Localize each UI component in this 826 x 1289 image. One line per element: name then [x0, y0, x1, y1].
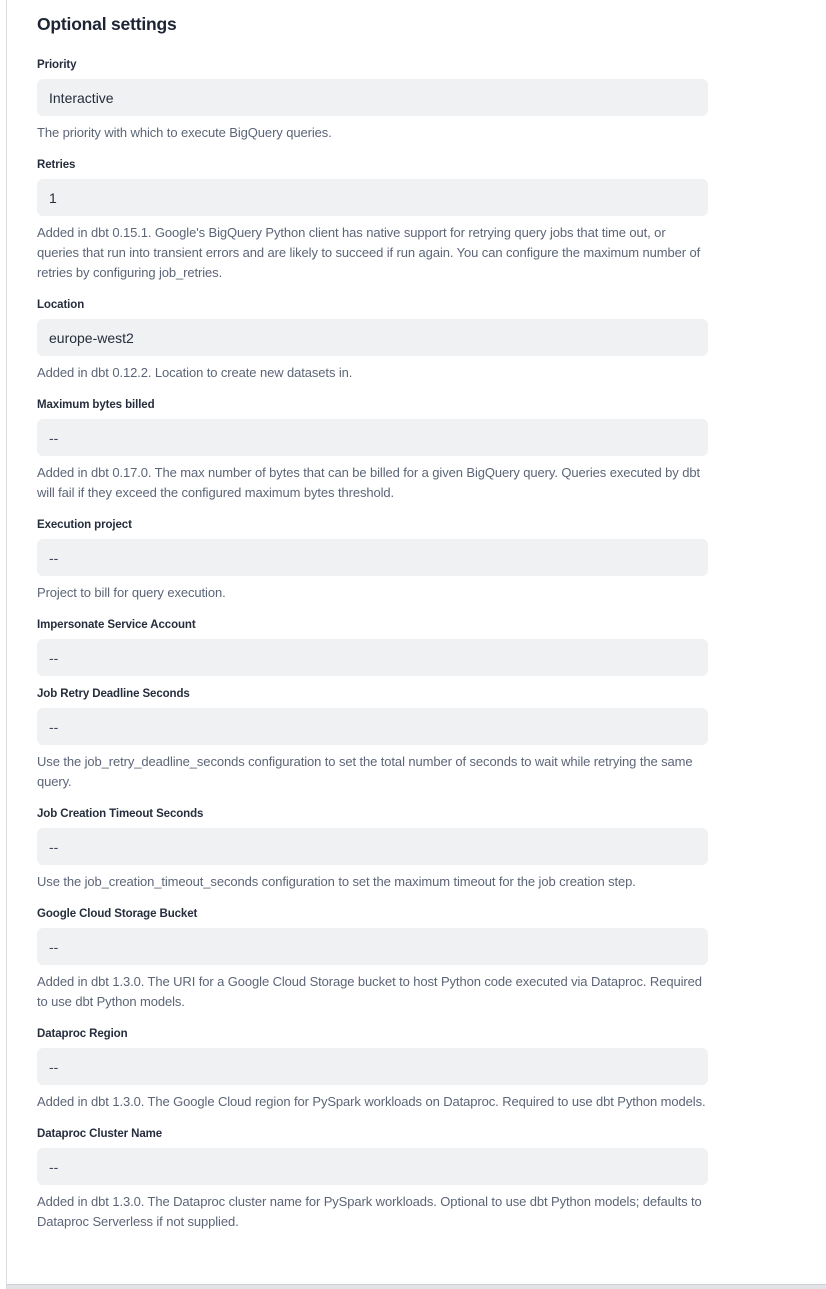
page-title: Optional settings — [37, 14, 177, 34]
field-group-retries — [37, 158, 708, 283]
field-input-job-retry-deadline-seconds[interactable] — [37, 708, 708, 745]
field-label-priority: Priority — [37, 59, 77, 71]
field-group-impersonate-service-account — [37, 618, 708, 676]
field-value-maximum-bytes-billed: -- — [49, 429, 59, 446]
field-input-job-creation-timeout-seconds[interactable] — [37, 828, 708, 865]
field-group-job-creation-timeout-seconds — [37, 807, 708, 892]
field-group-dataproc-region — [37, 1027, 708, 1112]
field-group-execution-project — [37, 518, 708, 603]
field-value-impersonate-service-account: -- — [49, 649, 59, 666]
field-input-impersonate-service-account[interactable] — [37, 639, 708, 676]
field-value-priority: Interactive — [49, 89, 114, 106]
field-input-dataproc-cluster-name[interactable] — [37, 1148, 708, 1185]
field-group-maximum-bytes-billed — [37, 398, 708, 503]
panel-left-border — [6, 0, 7, 1289]
field-value-location: europe-west2 — [49, 329, 134, 346]
field-group-location — [37, 298, 708, 383]
field-input-maximum-bytes-billed[interactable] — [37, 419, 708, 456]
field-help-job-creation-timeout-seconds: Use the job_creation_timeout_seconds configuration to set the maximum timeout for the job creation step. — [37, 874, 636, 889]
field-help-dataproc-region: Added in dbt 1.3.0. The Google Cloud region for PySpark workloads on Dataproc. Required to use dbt Python models. — [37, 1094, 706, 1109]
field-input-priority[interactable] — [37, 79, 708, 116]
field-label-location: Location — [37, 299, 85, 311]
field-help-google-cloud-storage-bucket: Added in dbt 1.3.0. The URI for a Google Cloud Storage bucket to host Python code executed via Dataproc. Required to use dbt Python models. — [37, 974, 702, 1009]
field-help-location: Added in dbt 0.12.2. Location to create new datasets in. — [37, 365, 353, 380]
field-input-google-cloud-storage-bucket[interactable] — [37, 928, 708, 965]
field-input-dataproc-region[interactable] — [37, 1048, 708, 1085]
field-label-maximum-bytes-billed: Maximum bytes billed — [37, 399, 155, 411]
field-value-execution-project: -- — [49, 549, 59, 566]
field-label-execution-project: Execution project — [37, 519, 132, 531]
field-help-job-retry-deadline-seconds: Use the job_retry_deadline_seconds configuration to set the total number of seconds to wait while retrying the same query. — [37, 754, 693, 789]
field-group-job-retry-deadline-seconds — [37, 687, 708, 792]
field-value-job-creation-timeout-seconds: -- — [49, 838, 59, 855]
field-label-job-creation-timeout-seconds: Job Creation Timeout Seconds — [37, 808, 204, 820]
field-help-retries: Added in dbt 0.15.1. Google's BigQuery Python client has native support for retrying query jobs that time out, or queries that run into transient errors and are likely to succeed if run again. You can configure the maximum number of retries by configuring job_retries. — [37, 225, 701, 280]
optional-settings-form — [37, 13, 708, 1247]
bottom-divider — [7, 1284, 826, 1289]
field-value-retries: 1 — [49, 189, 57, 206]
field-input-execution-project[interactable] — [37, 539, 708, 576]
field-label-impersonate-service-account: Impersonate Service Account — [37, 619, 196, 631]
field-value-dataproc-region: -- — [49, 1058, 59, 1075]
field-help-dataproc-cluster-name: Added in dbt 1.3.0. The Dataproc cluster name for PySpark workloads. Optional to use dbt Python models; defaults to Dataproc Serverless if not supplied. — [37, 1194, 702, 1229]
field-label-dataproc-cluster-name: Dataproc Cluster Name — [37, 1128, 163, 1140]
field-value-job-retry-deadline-seconds: -- — [49, 718, 59, 735]
field-label-job-retry-deadline-seconds: Job Retry Deadline Seconds — [37, 688, 190, 700]
field-group-priority — [37, 58, 708, 143]
field-value-google-cloud-storage-bucket: -- — [49, 938, 59, 955]
field-group-google-cloud-storage-bucket — [37, 907, 708, 1012]
field-help-priority: The priority with which to execute BigQuery queries. — [37, 125, 332, 140]
field-input-location[interactable] — [37, 319, 708, 356]
field-label-dataproc-region: Dataproc Region — [37, 1028, 128, 1040]
field-value-dataproc-cluster-name: -- — [49, 1158, 59, 1175]
field-input-retries[interactable] — [37, 179, 708, 216]
field-help-maximum-bytes-billed: Added in dbt 0.17.0. The max number of bytes that can be billed for a given BigQuery query. Queries executed by dbt will fail if they exceed the configured maximum bytes threshold. — [37, 465, 700, 500]
field-label-retries: Retries — [37, 159, 76, 171]
field-help-execution-project: Project to bill for query execution. — [37, 585, 226, 600]
field-group-dataproc-cluster-name — [37, 1127, 708, 1232]
field-label-google-cloud-storage-bucket: Google Cloud Storage Bucket — [37, 908, 198, 920]
